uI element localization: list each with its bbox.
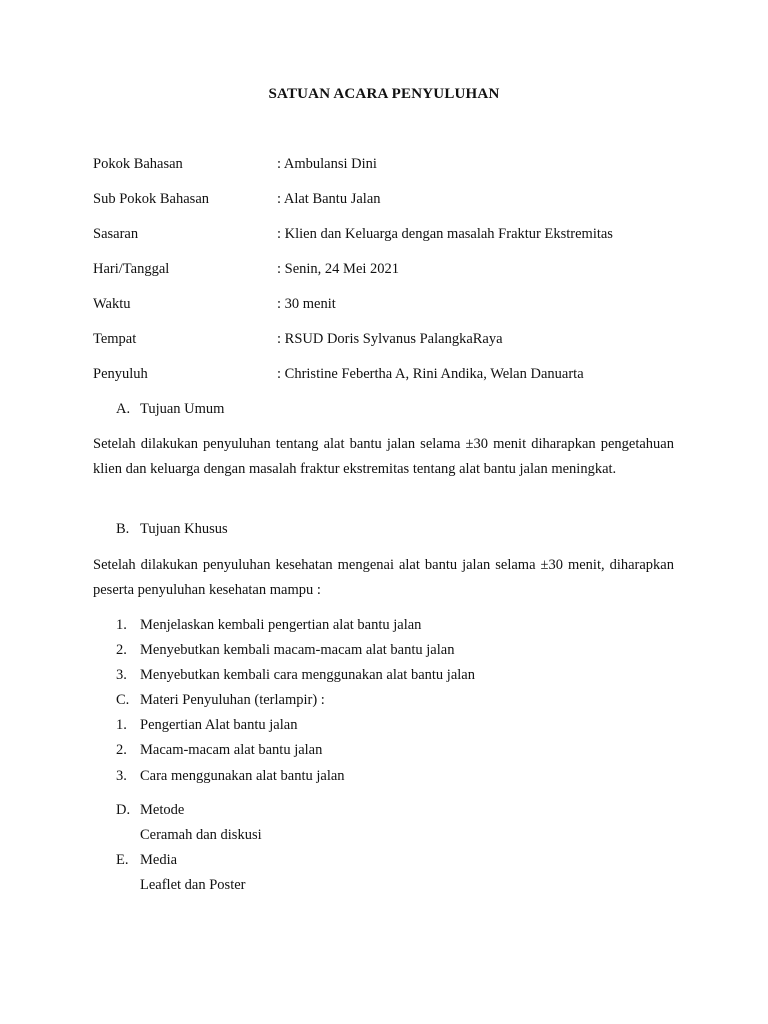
info-value: : Alat Bantu Jalan	[277, 191, 381, 208]
section-marker: E.	[116, 852, 129, 868]
list-text: Pengertian Alat bantu jalan	[140, 717, 298, 733]
section-b-paragraph: Setelah dilakukan penyuluhan kesehatan mengenai alat bantu jalan selama ±30 menit, diharapkan peserta penyuluhan kesehatan mampu :	[93, 557, 674, 598]
list-marker: 3.	[116, 768, 127, 784]
info-value: : Christine Febertha A, Rini Andika, Welan Danuarta	[277, 366, 584, 383]
info-label: Sasaran	[93, 226, 139, 242]
section-marker: B.	[116, 521, 130, 537]
section-d-content: Ceramah dan diskusi	[140, 827, 262, 843]
info-row-hari-tanggal	[93, 261, 693, 281]
list-text: Cara menggunakan alat bantu jalan	[140, 768, 345, 784]
info-label: Hari/Tanggal	[93, 261, 170, 277]
info-label: Waktu	[93, 296, 131, 312]
section-heading: Tujuan Khusus	[140, 521, 228, 537]
info-row-waktu	[93, 296, 693, 316]
info-row-pokok-bahasan	[93, 156, 693, 176]
info-row-sub-pokok-bahasan	[93, 191, 693, 211]
section-e-content: Leaflet dan Poster	[140, 877, 246, 893]
section-heading: Metode	[140, 802, 185, 818]
section-heading: Tujuan Umum	[140, 401, 225, 417]
section-heading: Media	[140, 852, 178, 868]
info-value: : Klien dan Keluarga dengan masalah Fraktur Ekstremitas	[277, 226, 613, 243]
list-text: Menyebutkan kembali cara menggunakan alat bantu jalan	[140, 667, 475, 683]
section-a-paragraph: Setelah dilakukan penyuluhan tentang alat bantu jalan selama ±30 menit diharapkan pengetahuan klien dan keluarga dengan masalah fraktur ekstremitas tentang alat bantu jalan meningkat.	[93, 436, 674, 477]
section-marker: C.	[116, 692, 130, 708]
list-text: Menyebutkan kembali macam-macam alat bantu jalan	[140, 642, 455, 658]
info-row-sasaran	[93, 226, 693, 246]
section-heading: Materi Penyuluhan (terlampir) :	[140, 692, 325, 708]
list-marker: 2.	[116, 642, 127, 658]
info-value: : Senin, 24 Mei 2021	[277, 261, 399, 278]
info-row-penyuluh	[93, 366, 693, 386]
info-value: : 30 menit	[277, 296, 336, 313]
info-label: Penyuluh	[93, 366, 148, 382]
document-title: SATUAN ACARA PENYULUHAN	[268, 86, 500, 102]
list-text: Macam-macam alat bantu jalan	[140, 742, 323, 758]
info-label: Sub Pokok Bahasan	[93, 191, 209, 207]
info-row-tempat	[93, 331, 693, 351]
list-marker: 1.	[116, 617, 127, 633]
info-value: : Ambulansi Dini	[277, 156, 377, 173]
info-label: Pokok Bahasan	[93, 156, 183, 172]
list-marker: 2.	[116, 742, 127, 758]
section-marker: D.	[116, 802, 131, 818]
info-label: Tempat	[93, 331, 137, 347]
list-text: Menjelaskan kembali pengertian alat bantu jalan	[140, 617, 422, 633]
list-marker: 1.	[116, 717, 127, 733]
section-marker: A.	[116, 401, 131, 417]
info-value: : RSUD Doris Sylvanus PalangkaRaya	[277, 331, 503, 348]
list-marker: 3.	[116, 667, 127, 683]
